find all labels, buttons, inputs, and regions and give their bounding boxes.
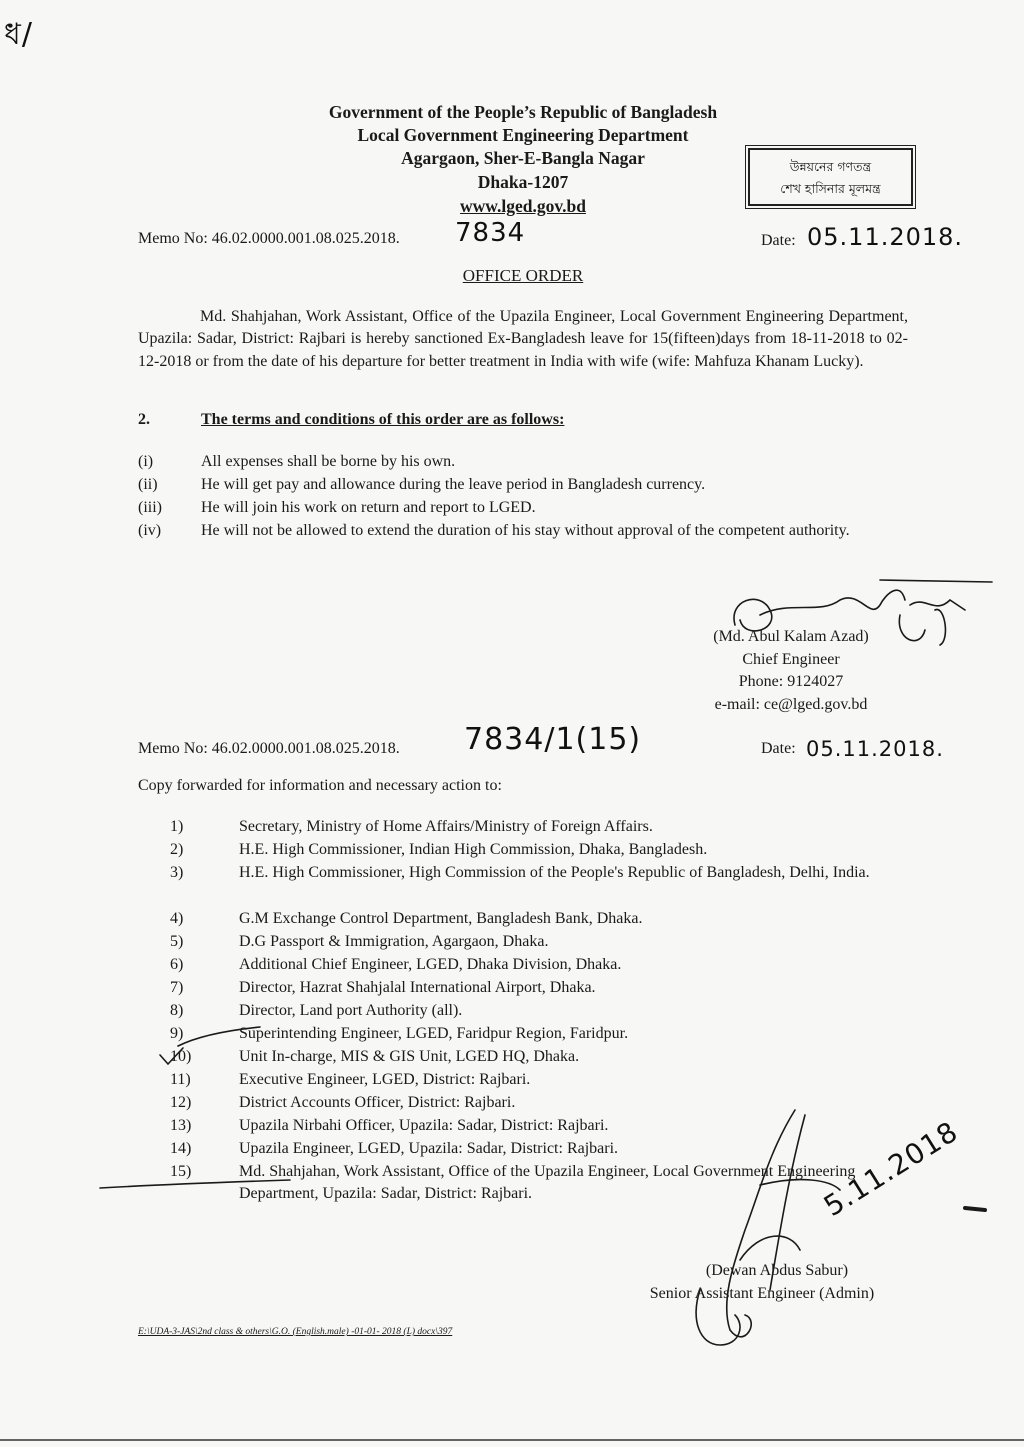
recipient-text: Director, Land port Authority (all). [239,1002,463,1019]
recipient-text: D.G Passport & Immigration, Agargaon, Dhaka. [239,933,549,950]
condition-text: He will get pay and allowance during the leave period in Bangladesh currency. [201,476,706,493]
conditions-heading: The terms and conditions of this order are as follows: [201,411,565,428]
recipient-text: Unit In-charge, MIS & GIS Unit, LGED HQ, Dhaka. [239,1048,580,1065]
recipient-text: Md. Shahjahan, Work Assistant, Office of the Upazila Engineer, Local Government Engineering Department, Upazila: Sadar, District: Rajbari. [239,1163,856,1202]
signature-block-chief-engineer [676,626,906,716]
condition-text: He will not be allowed to extend the duration of his stay without approval of the competent authority. [201,522,850,539]
recipient-number: 14) [170,1140,192,1157]
signatory-phone: Phone: 9124027 [738,673,844,690]
recipient-number: 9) [170,1025,184,1042]
header-website-link[interactable]: www.lged.gov.bd [460,196,586,216]
signatory-email: e-mail: ce@lged.gov.bd [714,695,868,713]
condition-item [138,474,908,496]
copy-memo-number-label: Memo No: 46.02.0000.001.08.025.2018. [138,740,400,757]
corner-handwritten-mark: ধ/ [4,17,33,52]
memo-date-label: Date: [761,232,796,249]
copy-memo-date-handwritten: 05.11.2018. [806,737,944,761]
recipient-text: District Accounts Officer, District: Rajbari. [239,1094,516,1111]
order-body-paragraph: Md. Shahjahan, Work Assistant, Office of the Upazila Engineer, Local Government Engineering Department, Upazila: Sadar, District: Rajbari is hereby sanctioned Ex-Bangladesh leave for 15(fifteen)days from 18-11-2018 to 02-12-2018 or from the date of his departure for better treatment in India with wife (wife: Mahfuza Khanam Lucky). [138,308,908,370]
recipient-text: Additional Chief Engineer, LGED, Dhaka Division, Dhaka. [239,956,622,973]
recipient-number: 1) [170,818,184,835]
memo-number-label: Memo No: 46.02.0000.001.08.025.2018. [138,230,400,247]
copy-memo-date-label: Date: [761,740,796,757]
memo-number-handwritten: 7834 [455,218,526,248]
header-line-city: Dhaka-1207 [477,172,569,192]
recipient-text: Secretary, Ministry of Home Affairs/Ministry of Foreign Affairs. [239,818,653,835]
recipient-number: 4) [170,910,184,927]
recipient-text: Executive Engineer, LGED, District: Rajbari. [239,1071,531,1088]
recipient-number: 3) [170,864,184,881]
dash-mark [965,1208,985,1210]
recipient-number: 13) [170,1117,192,1134]
signatory-designation: Senior Assistant Engineer (Admin) [649,1284,875,1302]
chief-engineer-signature-mark [734,580,992,631]
signatory-name: (Dewan Abdus Sabur) [705,1262,849,1279]
recipient-number: 8) [170,1002,184,1019]
signatory-name: (Md. Abul Kalam Azad) [713,628,869,645]
recipient-number: 10) [170,1048,192,1065]
condition-item [138,451,908,473]
footer-file-path: E:\UDA-3-JAS\2nd class & others\G.O. (English.male) -01-01- 2018 (L) docx\397 [138,1327,453,1337]
recipient-text: H.E. High Commissioner, High Commission of the People's Republic of Bangladesh, Delhi, India. [239,864,870,881]
recipient-number: 6) [170,956,184,973]
signature-block-senior-assistant [612,1260,912,1305]
slogan-stamp [748,148,913,206]
header-line-department: Local Government Engineering Department [357,125,689,145]
document-title: OFFICE ORDER [462,266,584,285]
stamp-line-1: উন্নয়নের গণতন্ত্র [789,159,872,174]
stamp-line-2: শেখ হাসিনার মূলমন্ত্র [780,181,881,196]
recipient-number: 11) [170,1071,191,1088]
signatory-designation: Chief Engineer [742,650,840,668]
senior-assistant-signature-mark [696,1110,805,1345]
recipient-number: 7) [170,979,184,996]
recipient-text: G.M Exchange Control Department, Bangladesh Bank, Dhaka. [239,910,643,927]
header-line-address: Agargaon, Sher-E-Bangla Nagar [401,148,645,168]
recipient-number: 12) [170,1094,192,1111]
chief-engineer-initial-date-mark [899,610,945,645]
conditions-number: 2. [138,411,150,428]
recipient-number: 5) [170,933,184,950]
copy-forward-intro: Copy forwarded for information and necessary action to: [138,777,502,794]
copy-memo-number-handwritten: 7834/1(15) [464,722,642,757]
recipient-text: H.E. High Commissioner, Indian High Commission, Dhaka, Bangladesh. [239,841,708,858]
condition-text: He will join his work on return and report to LGED. [201,499,536,516]
condition-number: (ii) [138,476,158,493]
recipient-number: 2) [170,841,184,858]
condition-number: (iii) [138,499,162,516]
recipient-number: 15) [170,1163,192,1180]
condition-number: (iv) [138,522,162,539]
signature2-handwritten-date: 5.11.2018 [818,1114,964,1223]
recipient-text: Director, Hazrat Shahjalal International Airport, Dhaka. [239,979,596,996]
recipient-text: Upazila Engineer, LGED, Upazila: Sadar, District: Rajbari. [239,1140,619,1157]
recipient-text: Superintending Engineer, LGED, Faridpur Region, Faridpur. [239,1025,629,1042]
memo-date-handwritten: 05.11.2018. [807,223,964,251]
header-line-government: Government of the People’s Republic of Bangladesh [328,102,718,122]
condition-item [138,520,908,566]
condition-number: (i) [138,453,154,470]
condition-item [138,497,908,519]
recipient-text: Upazila Nirbahi Officer, Upazila: Sadar, District: Rajbari. [239,1117,609,1134]
condition-text: All expenses shall be borne by his own. [201,453,456,470]
